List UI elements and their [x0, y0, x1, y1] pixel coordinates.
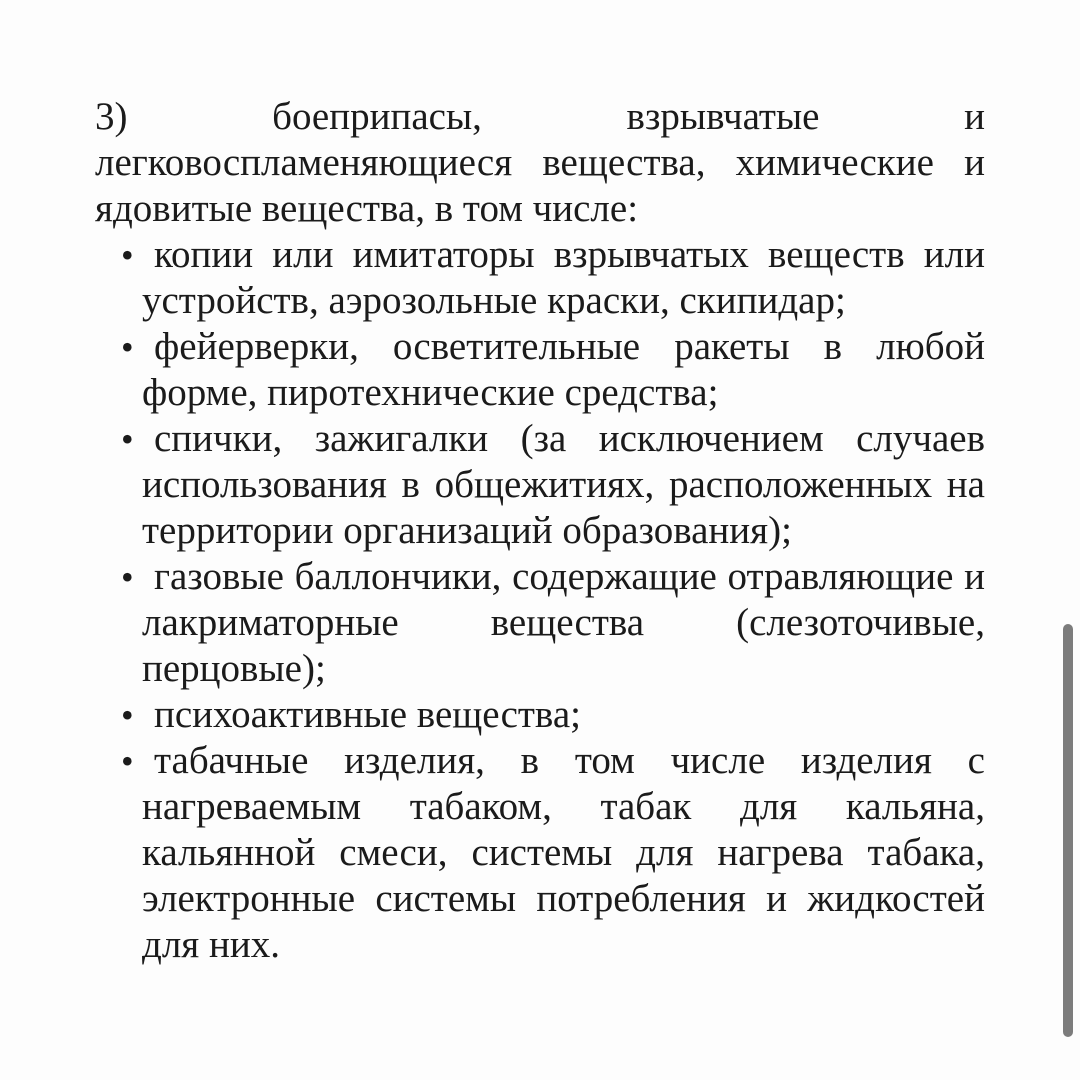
word: и [964, 555, 985, 598]
word: в [520, 739, 540, 782]
word: 3) [95, 95, 128, 138]
text-line: устройств, аэрозольные краски, скипидар; [142, 279, 846, 322]
bullet-list [95, 232, 985, 968]
word: изделия [800, 739, 932, 782]
word: осветительные [392, 325, 641, 368]
text-line [142, 416, 985, 462]
text-line [142, 600, 985, 646]
word: фейерверки, [154, 325, 359, 368]
list-item [95, 232, 985, 324]
text-line [142, 462, 985, 508]
word: боеприпасы, [272, 95, 482, 138]
word: на [946, 463, 985, 506]
word: в [401, 463, 420, 506]
word: системы [471, 831, 613, 874]
word: копии [154, 233, 254, 276]
text-line [142, 876, 985, 922]
list-item [95, 692, 985, 738]
word: исключением [598, 417, 824, 460]
word: или [923, 233, 985, 276]
word: общежитиях, [434, 463, 655, 506]
word: и [766, 877, 788, 920]
word: табачные [154, 739, 309, 782]
word: зажигалки [314, 417, 489, 460]
word: табак [600, 785, 692, 828]
bullet-icon: • [121, 235, 134, 275]
word: отравляющие [727, 555, 954, 598]
text-line [142, 324, 985, 370]
word: использования [142, 463, 387, 506]
list-item [95, 554, 985, 692]
word: в [823, 325, 843, 368]
text-line [142, 232, 985, 278]
word: для [636, 831, 694, 874]
word: или [272, 233, 334, 276]
text-line: перцовые); [142, 647, 326, 690]
word: и [964, 141, 985, 184]
word: системы [375, 877, 517, 920]
word: и [964, 95, 985, 138]
word: ракеты [674, 325, 790, 368]
list-item [95, 738, 985, 968]
word: смеси, [339, 831, 448, 874]
text-line [142, 554, 985, 600]
word: потребления [536, 877, 746, 920]
word: жидкостей [807, 877, 985, 920]
bullet-icon: • [121, 741, 134, 781]
word: (слезоточивые, [736, 601, 985, 644]
word: табаком, [409, 785, 552, 828]
bullet-icon: • [121, 695, 134, 735]
text-line [142, 738, 985, 784]
word: с [967, 739, 985, 782]
text-line: для них. [142, 923, 280, 966]
text-line: ядовитые вещества, в том числе: [95, 187, 639, 230]
text-line: форме, пиротехнические средства; [142, 371, 719, 414]
word: вещества, [542, 141, 706, 184]
word: случаев [856, 417, 985, 460]
word: том [574, 739, 635, 782]
word: табака, [867, 831, 985, 874]
list-item [95, 416, 985, 554]
word: содержащие [512, 555, 717, 598]
word: числе [670, 739, 766, 782]
text-line: территории организаций образования); [142, 509, 792, 552]
word: вещества [490, 601, 645, 644]
word: для [739, 785, 798, 828]
text-line [95, 94, 985, 140]
word: газовые [154, 555, 284, 598]
word: нагрева [717, 831, 844, 874]
text-line: психоактивные вещества; [154, 693, 581, 736]
word: кальяна, [845, 785, 985, 828]
bullet-icon: • [121, 419, 134, 459]
bullet-icon: • [121, 557, 134, 597]
text-line [142, 830, 985, 876]
text-line [142, 784, 985, 830]
list-item [95, 324, 985, 416]
word: лакриматорные [142, 601, 399, 644]
word: нагреваемым [142, 785, 362, 828]
intro-paragraph [95, 94, 985, 232]
word: баллончики, [294, 555, 502, 598]
text-line [95, 140, 985, 186]
word: любой [876, 325, 985, 368]
word: имитаторы [352, 233, 535, 276]
word: легковоспламеняющиеся [95, 141, 513, 184]
word: взрывчатые [626, 95, 820, 138]
word: кальянной [142, 831, 316, 874]
word: взрывчатых [553, 233, 749, 276]
word: химические [735, 141, 934, 184]
word: веществ [768, 233, 905, 276]
word: электронные [142, 877, 356, 920]
word: спички, [154, 417, 283, 460]
word: (за [520, 417, 567, 460]
bullet-icon: • [121, 327, 134, 367]
document-text [95, 94, 985, 968]
word: расположенных [668, 463, 933, 506]
word: изделия, [344, 739, 485, 782]
scrollbar-thumb[interactable] [1063, 624, 1073, 1037]
